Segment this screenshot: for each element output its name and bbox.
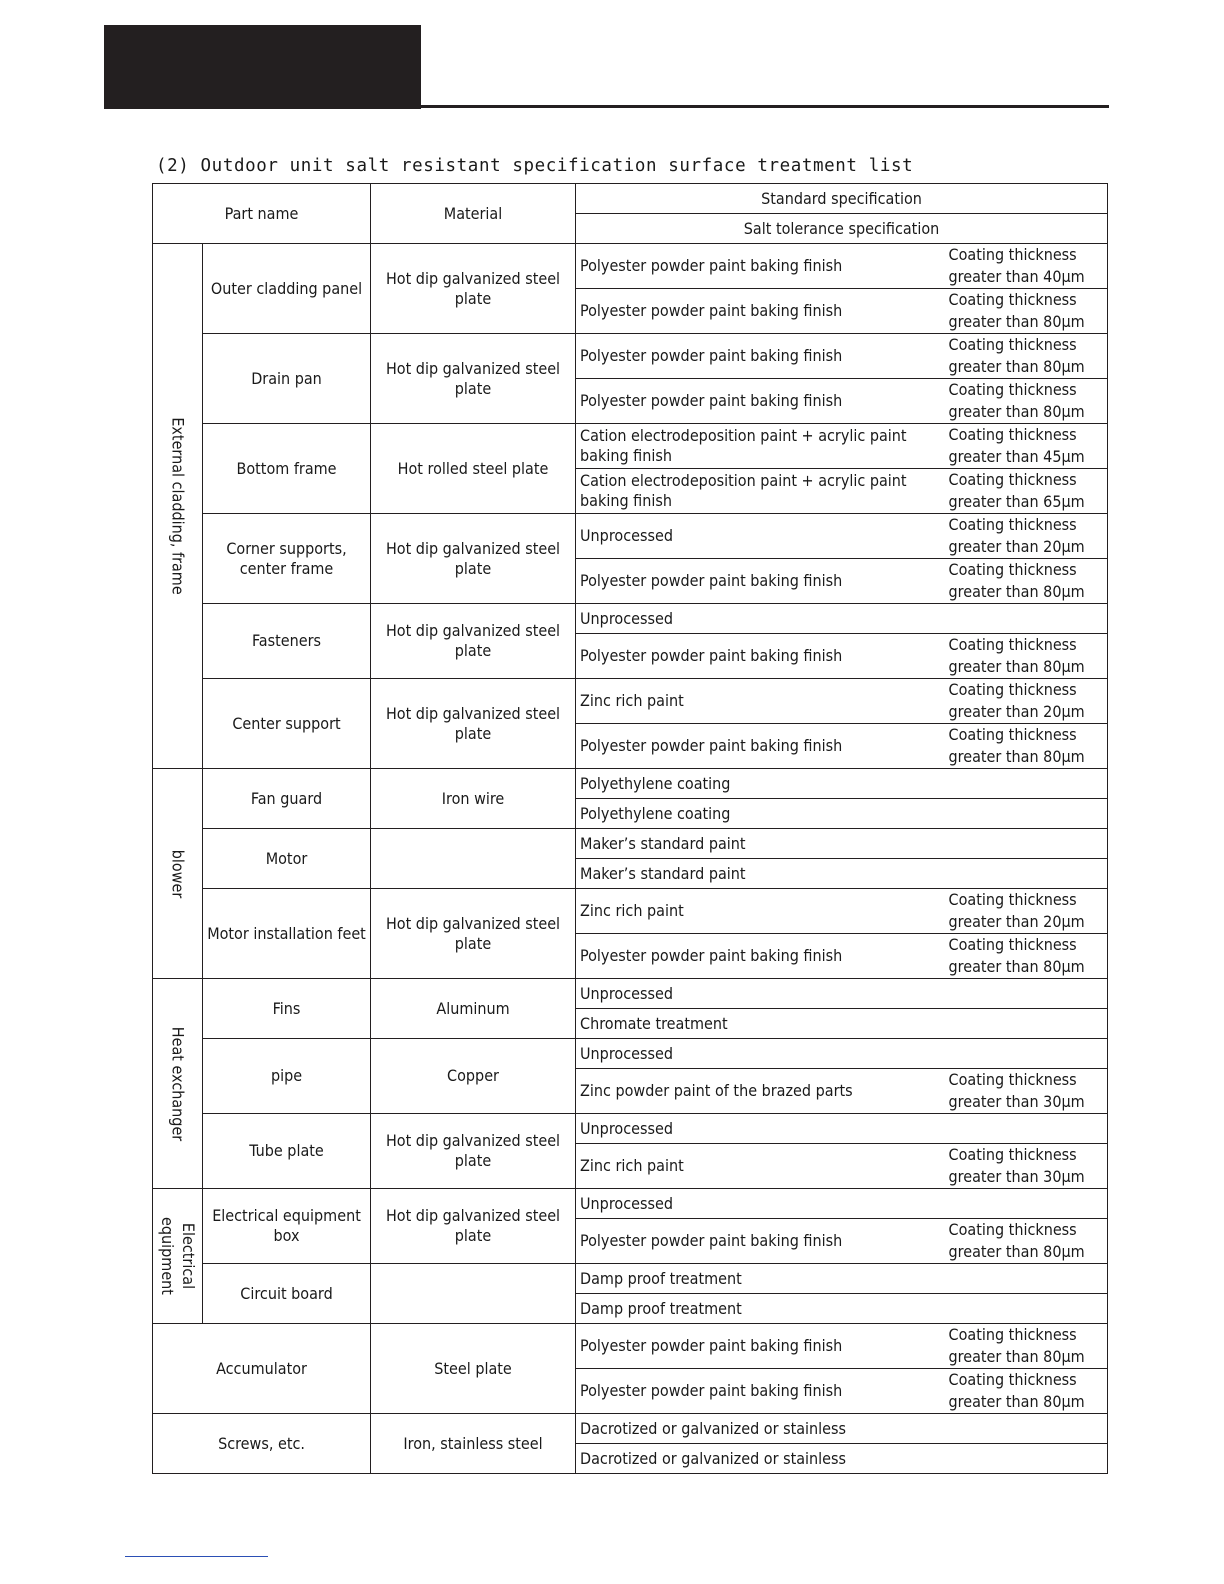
standard-treatment: Unprocessed — [576, 1039, 1108, 1069]
table-body — [153, 184, 1108, 1474]
salt-coating-note: Coating thickness greater than 30µm — [946, 1144, 1108, 1189]
part-name: pipe — [203, 1039, 371, 1114]
category-label — [153, 244, 203, 769]
salt-treatment: Damp proof treatment — [576, 1294, 1108, 1324]
header-material: Material — [371, 184, 576, 244]
salt-coating-note: Coating thickness greater than 80µm — [946, 1369, 1108, 1414]
table-row — [153, 1189, 1108, 1219]
part-name: Drain pan — [203, 334, 371, 424]
salt-treatment: Zinc powder paint of the brazed parts — [576, 1069, 946, 1114]
standard-treatment: Polyester powder paint baking finish — [576, 1324, 946, 1369]
header-rule — [420, 105, 1109, 108]
standard-coating-note: Coating thickness greater than 40µm — [946, 244, 1108, 289]
table-row — [153, 679, 1108, 724]
part-name: Accumulator — [153, 1324, 371, 1414]
salt-coating-note: Coating thickness greater than 80µm — [946, 559, 1108, 604]
standard-coating-note: Coating thickness greater than 20µm — [946, 679, 1108, 724]
standard-treatment: Damp proof treatment — [576, 1264, 1108, 1294]
category-label — [153, 769, 203, 979]
material — [371, 1264, 576, 1324]
salt-coating-note: Coating thickness greater than 80µm — [946, 724, 1108, 769]
part-name: Fasteners — [203, 604, 371, 679]
salt-treatment: Polyester powder paint baking finish — [576, 1369, 946, 1414]
standard-treatment: Unprocessed — [576, 1114, 1108, 1144]
material: Hot dip galvanized steel plate — [371, 604, 576, 679]
category-label-text: blower — [168, 849, 187, 898]
table-row — [153, 769, 1108, 799]
category-label-text: External cladding, frame — [168, 417, 187, 595]
material: Hot dip galvanized steel plate — [371, 244, 576, 334]
category-label — [153, 1189, 203, 1324]
salt-coating-note: Coating thickness greater than 80µm — [946, 379, 1108, 424]
material: Hot dip galvanized steel plate — [371, 514, 576, 604]
salt-coating-note: Coating thickness greater than 80µm — [946, 934, 1108, 979]
standard-coating-note: Coating thickness greater than 80µm — [946, 334, 1108, 379]
table-row — [153, 334, 1108, 379]
salt-coating-note: Coating thickness greater than 80µm — [946, 289, 1108, 334]
part-name: Center support — [203, 679, 371, 769]
salt-coating-note: Coating thickness greater than 80µm — [946, 1219, 1108, 1264]
material: Aluminum — [371, 979, 576, 1039]
part-name: Circuit board — [203, 1264, 371, 1324]
standard-coating-note: Coating thickness greater than 20µm — [946, 514, 1108, 559]
part-name: Bottom frame — [203, 424, 371, 514]
salt-treatment: Dacrotized or galvanized or stainless — [576, 1444, 1108, 1474]
standard-treatment: Maker’s standard paint — [576, 829, 1108, 859]
salt-treatment: Polyester powder paint baking finish — [576, 724, 946, 769]
material: Iron wire — [371, 769, 576, 829]
table-row — [153, 1324, 1108, 1369]
standard-treatment: Unprocessed — [576, 604, 1108, 634]
salt-coating-note: Coating thickness greater than 80µm — [946, 634, 1108, 679]
part-name: Fan guard — [203, 769, 371, 829]
table-row — [153, 979, 1108, 1009]
standard-treatment: Polyester powder paint baking finish — [576, 244, 946, 289]
standard-treatment: Polyester powder paint baking finish — [576, 334, 946, 379]
standard-treatment: Unprocessed — [576, 514, 946, 559]
standard-coating-note: Coating thickness greater than 45µm — [946, 424, 1108, 469]
salt-treatment: Zinc rich paint — [576, 1144, 946, 1189]
salt-coating-note: Coating thickness greater than 30µm — [946, 1069, 1108, 1114]
standard-treatment: Polyethylene coating — [576, 769, 1108, 799]
surface-treatment-table — [152, 183, 1108, 1474]
part-name: Outer cladding panel — [203, 244, 371, 334]
material: Iron, stainless steel — [371, 1414, 576, 1474]
table-row — [153, 1414, 1108, 1444]
part-name: Electrical equipment box — [203, 1189, 371, 1264]
header-block — [104, 25, 421, 109]
salt-treatment: Polyethylene coating — [576, 799, 1108, 829]
header-row — [153, 184, 1108, 214]
footer-link-underline — [125, 1556, 268, 1557]
standard-coating-note: Coating thickness greater than 20µm — [946, 889, 1108, 934]
material: Hot dip galvanized steel plate — [371, 334, 576, 424]
table-row — [153, 1039, 1108, 1069]
part-name: Motor installation feet — [203, 889, 371, 979]
salt-treatment: Polyester powder paint baking finish — [576, 559, 946, 604]
salt-treatment: Maker’s standard paint — [576, 859, 1108, 889]
part-name: Motor — [203, 829, 371, 889]
salt-treatment: Chromate treatment — [576, 1009, 1108, 1039]
table-row — [153, 1114, 1108, 1144]
standard-treatment: Zinc rich paint — [576, 889, 946, 934]
standard-treatment: Unprocessed — [576, 1189, 1108, 1219]
material: Hot dip galvanized steel plate — [371, 679, 576, 769]
salt-treatment: Polyester powder paint baking finish — [576, 379, 946, 424]
salt-treatment: Polyester powder paint baking finish — [576, 634, 946, 679]
standard-treatment: Cation electrodeposition paint + acrylic paint baking finish — [576, 424, 946, 469]
table-row — [153, 424, 1108, 469]
material: Copper — [371, 1039, 576, 1114]
table-row — [153, 604, 1108, 634]
table-row — [153, 514, 1108, 559]
part-name: Screws, etc. — [153, 1414, 371, 1474]
salt-coating-note: Coating thickness greater than 65µm — [946, 469, 1108, 514]
part-name: Fins — [203, 979, 371, 1039]
category-label-text: Electrical equipment — [157, 1217, 198, 1295]
material: Hot dip galvanized steel plate — [371, 1114, 576, 1189]
table-row — [153, 244, 1108, 289]
header-salt-spec: Salt tolerance specification — [576, 214, 1108, 244]
table-row — [153, 1264, 1108, 1294]
material: Hot dip galvanized steel plate — [371, 889, 576, 979]
salt-treatment: Polyester powder paint baking finish — [576, 1219, 946, 1264]
category-label-text: Heat exchanger — [168, 1026, 187, 1141]
part-name: Corner supports, center frame — [203, 514, 371, 604]
category-label — [153, 979, 203, 1189]
standard-treatment: Unprocessed — [576, 979, 1108, 1009]
salt-treatment: Cation electrodeposition paint + acrylic paint baking finish — [576, 469, 946, 514]
standard-treatment: Dacrotized or galvanized or stainless — [576, 1414, 1108, 1444]
header-part-name: Part name — [153, 184, 371, 244]
header-standard-spec: Standard specification — [576, 184, 1108, 214]
standard-treatment: Zinc rich paint — [576, 679, 946, 724]
section-title: (2) Outdoor unit salt resistant specification surface treatment list — [156, 156, 914, 176]
material: Hot dip galvanized steel plate — [371, 1189, 576, 1264]
part-name: Tube plate — [203, 1114, 371, 1189]
salt-treatment: Polyester powder paint baking finish — [576, 934, 946, 979]
material: Hot rolled steel plate — [371, 424, 576, 514]
table-row — [153, 889, 1108, 934]
material: Steel plate — [371, 1324, 576, 1414]
table-row — [153, 829, 1108, 859]
standard-coating-note: Coating thickness greater than 80µm — [946, 1324, 1108, 1369]
salt-treatment: Polyester powder paint baking finish — [576, 289, 946, 334]
material — [371, 829, 576, 889]
